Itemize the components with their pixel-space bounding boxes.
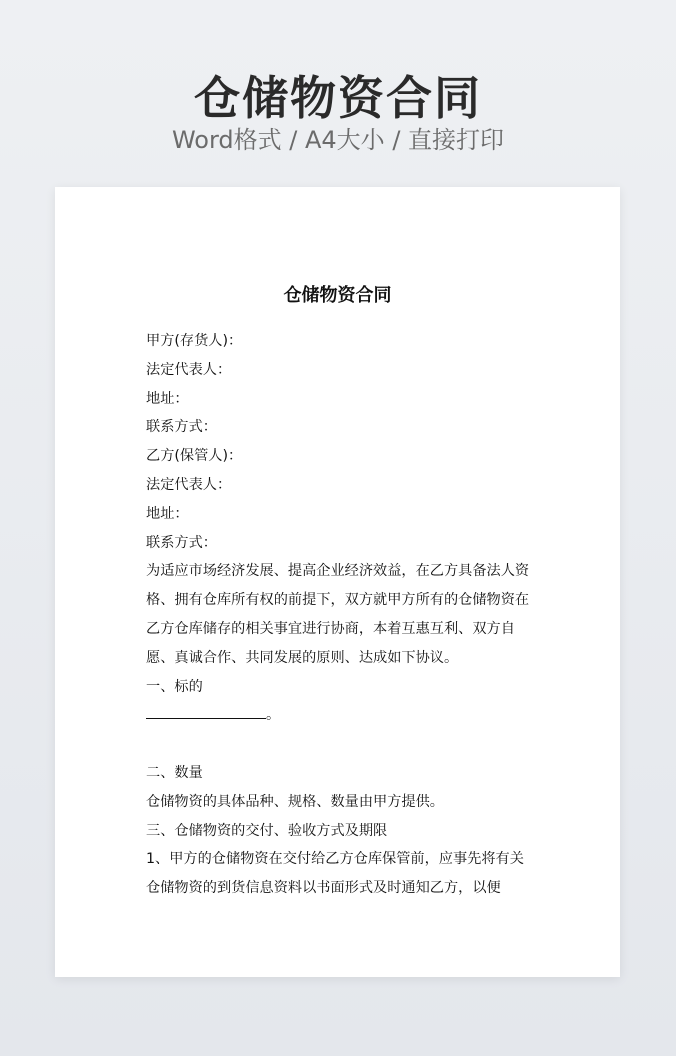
blank-line-end: 。 [266, 707, 281, 724]
section-3-item-1: 1、甲方的仓储物资在交付给乙方仓库保管前，应事先将有关仓储物资的到货信息资料以书面形式及时通知乙方，以便 [146, 851, 524, 897]
empty-line [146, 730, 532, 759]
section-1-heading: 一、标的 [146, 678, 203, 695]
document-page [55, 187, 620, 977]
document-title: 仓储物资合同 [283, 285, 392, 306]
party-b-address: 地址： [146, 505, 189, 522]
section-2-text: 仓储物资的具体品种、规格、数量由甲方提供。 [146, 793, 444, 810]
party-b-label: 乙方(保管人)： [146, 448, 243, 465]
fill-in-underline [146, 702, 266, 719]
party-a-contact: 联系方式： [146, 419, 217, 436]
section-2-heading: 二、数量 [146, 764, 203, 781]
banner-subtitle: Word格式 / A4大小 / 直接打印 [171, 126, 505, 154]
party-b-contact: 联系方式： [146, 534, 217, 551]
document-body [146, 327, 532, 903]
preamble-paragraph: 为适应市场经济发展、提高企业经济效益，在乙方具备法人资格、拥有仓库所有权的前提下，双方就甲方所有的仓储物资在乙方仓库储存的相关事宜进行协商，本着互惠互利、双方自愿、真诚合作、共同发展的原则、达成如下协议。 [146, 563, 530, 666]
section-3-heading: 三、仓储物资的交付、验收方式及期限 [146, 822, 388, 839]
banner-title: 仓储物资合同 [194, 71, 482, 125]
party-a-representative: 法定代表人： [146, 361, 232, 378]
party-a-address: 地址： [146, 390, 189, 407]
party-b-representative: 法定代表人： [146, 476, 232, 493]
section-1-blank-line [146, 701, 532, 730]
party-a-label: 甲方(存货人)： [146, 333, 243, 349]
